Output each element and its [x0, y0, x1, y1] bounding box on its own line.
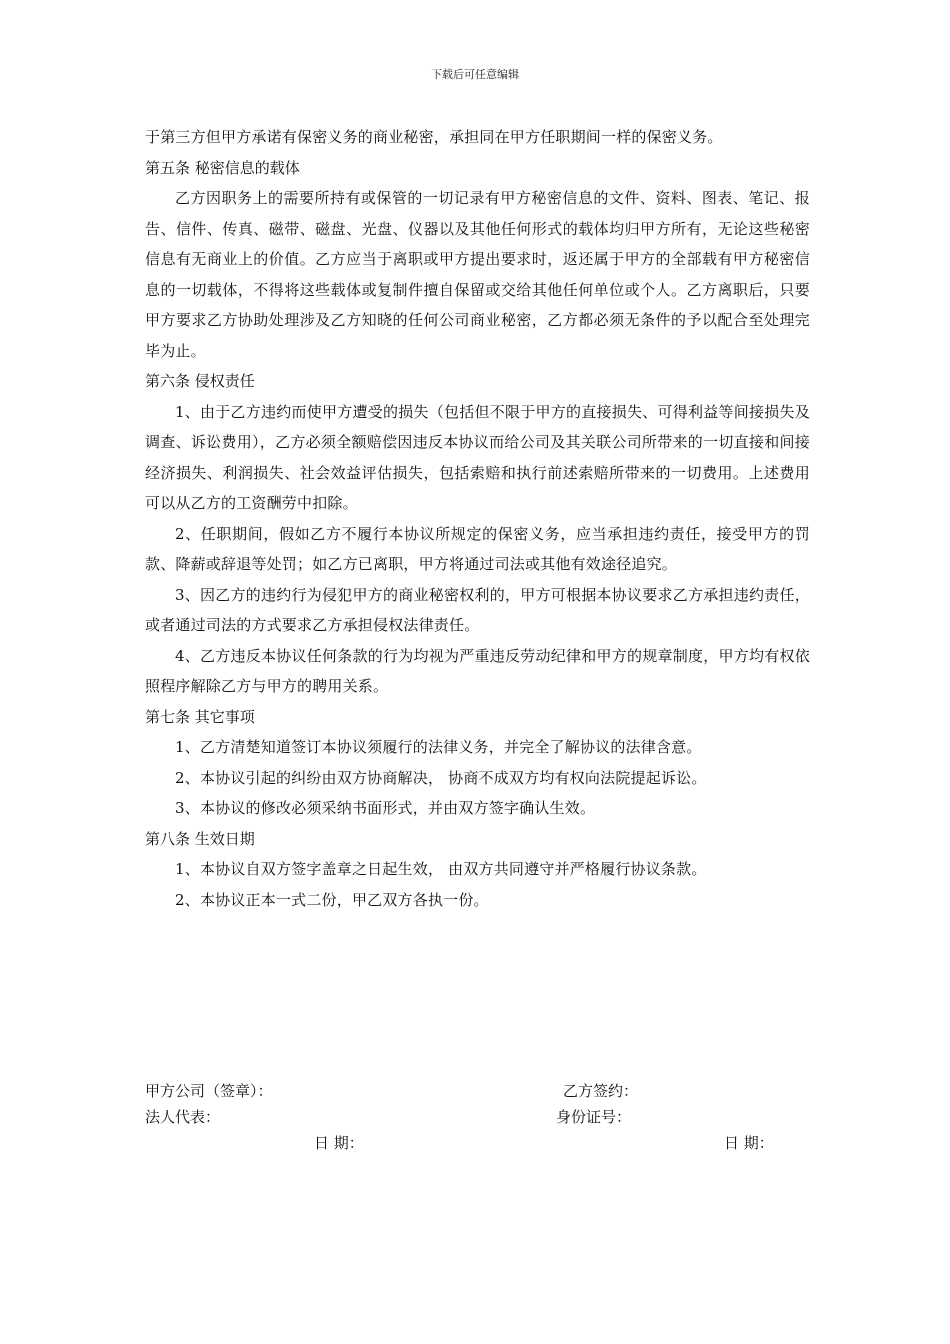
party-a-date-label: 日 期： — [314, 1134, 364, 1152]
body-paragraph: 1、本协议自双方签字盖章之日起生效， 由双方共同遵守并严格履行协议条款。 — [175, 860, 707, 878]
section-heading: 第六条 侵权责任 — [145, 372, 255, 390]
id-number-label: 身份证号： — [556, 1108, 632, 1126]
party-b-date-label: 日 期： — [724, 1134, 774, 1152]
document-body — [145, 122, 810, 915]
body-paragraph: 4、乙方违反本协议任何条款的行为均视为严重违反劳动纪律和甲方的规章制度，甲方均有权依照程序解除乙方与甲方的聘用关系。 — [145, 646, 810, 695]
legal-rep-label: 法人代表： — [145, 1108, 221, 1126]
party-b-sign-label: 乙方签约： — [563, 1082, 639, 1100]
page-header: 下载后可任意编辑 — [431, 68, 519, 81]
body-paragraph: 2、本协议引起的纠纷由双方协商解决， 协商不成双方均有权向法院提起诉讼。 — [175, 768, 707, 787]
section-heading: 第七条 其它事项 — [145, 707, 255, 726]
body-paragraph: 2、本协议正本一式二份，甲乙双方各执一份。 — [175, 890, 489, 909]
body-paragraph: 3、本协议的修改必须采纳书面形式，并由双方签字确认生效。 — [175, 799, 596, 817]
body-paragraph: 乙方因职务上的需要所持有或保管的一切记录有甲方秘密信息的文件、资料、图表、笔记、报告、信件、传真、磁带、磁盘、光盘、仪器以及其他任何形式的载体均归甲方所有，无论这些秘密信息有无商业上的价值。乙方应当于离职或甲方提出要求时，返还属于甲方的全部载有甲方秘密信息的一切载体，不得将这些载体或复制件擅自保留或交给其他任何单位或个人。乙方离职后，只要甲方要求乙方协助处理涉及乙方知晓的任何公司商业秘密，乙方都必须无条件的予以配合至处理完毕为止。 — [145, 189, 810, 360]
section-heading: 第五条 秘密信息的载体 — [145, 158, 300, 177]
body-paragraph: 3、因乙方的违约行为侵犯甲方的商业秘密权利的，甲方可根据本协议要求乙方承担违约责任，或者通过司法的方式要求乙方承担侵权法律责任。 — [145, 585, 810, 634]
body-paragraph: 于第三方但甲方承诺有保密义务的商业秘密，承担同在甲方任职期间一样的保密义务。 — [145, 128, 723, 146]
body-paragraph: 1、乙方清楚知道签订本协议须履行的法律义务，并完全了解协议的法律含意。 — [175, 738, 702, 756]
body-paragraph: 1、由于乙方违约而使甲方遭受的损失（包括但不限于甲方的直接损失、可得利益等间接损失及调查、诉讼费用），乙方必须全额赔偿因违反本协议而给公司及其关联公司所带来的一切直接和间接经济损失、利润损失、社会效益评估损失，包括索赔和执行前述索赔所带来的一切费用。上述费用可以从乙方的工资酬劳中扣除。 — [145, 402, 810, 512]
party-a-company-label: 甲方公司（签章）： — [145, 1082, 273, 1100]
body-paragraph: 2、任职期间，假如乙方不履行本协议所规定的保密义务，应当承担违约责任，接受甲方的罚款、降薪或辞退等处罚；如乙方已离职，甲方将通过司法或其他有效途径追究。 — [145, 524, 810, 573]
section-heading: 第八条 生效日期 — [145, 829, 255, 848]
